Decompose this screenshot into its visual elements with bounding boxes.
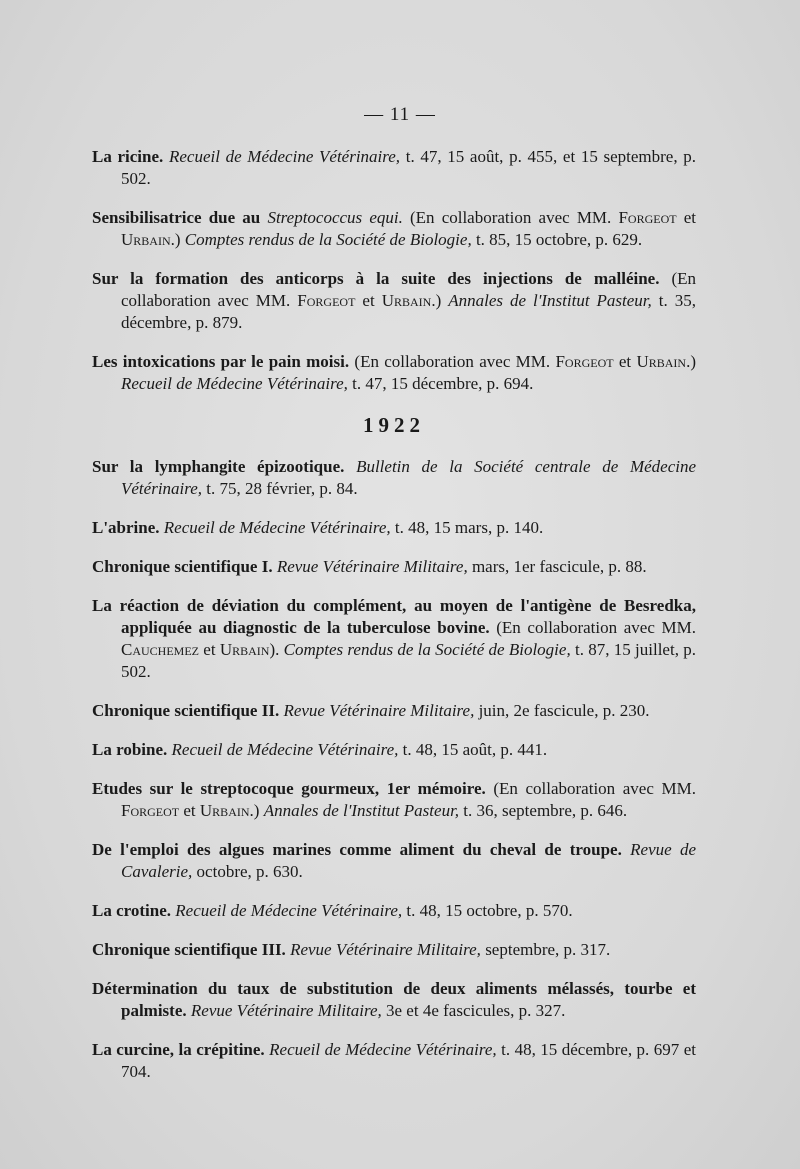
author-name: Forgeot <box>618 208 677 227</box>
bibliography-entry <box>92 978 696 1022</box>
bibliography-entry <box>92 146 696 190</box>
author-name: Urbain <box>381 291 432 310</box>
entry-text: mars, 1er fascicule, p. 88. <box>467 557 647 576</box>
author-name: Urbain <box>219 640 270 659</box>
entry-text: .) <box>431 291 449 310</box>
entry-title: Sur la formation des anticorps à la suite des injections de malléine. <box>92 269 660 288</box>
entry-text: (En collaboration avec MM. <box>121 269 697 310</box>
author-name: Urbain <box>121 230 171 249</box>
entry-text: (En collaboration avec MM. <box>485 779 696 798</box>
entry-text: (En collaboration avec MM. <box>489 618 696 637</box>
entry-title: La crotine. <box>92 901 172 920</box>
entry-title: Les intoxications par le pain moisi. <box>92 352 350 371</box>
journal-name: Recueil de Médecine Vétérinaire, <box>168 147 401 166</box>
entry-title: Chronique scientifique I. <box>92 557 273 576</box>
bibliography-entry <box>92 1039 696 1083</box>
entry-text: et <box>179 801 200 820</box>
author-name: Forgeot <box>297 291 356 310</box>
journal-name: Recueil de Médecine Vétérinaire, <box>269 1040 497 1059</box>
entry-text: t. 48, 15 mars, p. 140. <box>390 518 544 537</box>
entry-title: De l'emploi des algues marines comme aliment du cheval de troupe. <box>92 840 622 859</box>
entry-title: L'abrine. <box>92 518 160 537</box>
bibliography-entry <box>92 700 696 722</box>
entry-title: La robine. <box>92 740 168 759</box>
entry-title: Sur la lymphangite épizootique. <box>92 457 345 476</box>
entry-text: t. 48, 15 octobre, p. 570. <box>402 901 573 920</box>
entry-text: t. 87, 15 juillet, p. 502. <box>121 640 696 681</box>
bibliography-entry <box>92 556 696 578</box>
author-name: Cauchemez <box>121 640 200 659</box>
entry-text: t. 48, 15 août, p. 441. <box>398 740 548 759</box>
entry-text: t. 47, 15 août, p. 455, et 15 septembre, p. 502. <box>121 147 697 188</box>
entry-text: et <box>613 352 637 371</box>
bibliography-entry <box>92 517 696 539</box>
entry-text: t. 47, 15 décembre, p. 694. <box>347 374 534 393</box>
journal-name: Recueil de Médecine Vétérinaire, <box>175 901 403 920</box>
entry-text: (En collaboration avec MM. <box>402 208 619 227</box>
bibliography-entry <box>92 739 696 761</box>
entry-text: .) <box>170 230 185 249</box>
journal-name: Annales de l'Institut Pasteur, <box>448 291 652 310</box>
entry-text: t. 75, 28 février, p. 84. <box>202 479 358 498</box>
journal-name: Recueil de Médecine Vétérinaire, <box>171 740 399 759</box>
journal-name: Comptes rendus de la Société de Biologie, <box>283 640 571 659</box>
entry-text: et <box>676 208 697 227</box>
bibliography-entry <box>92 900 696 922</box>
bibliography-list <box>92 146 696 1100</box>
journal-name: Revue Vétérinaire Militaire, <box>283 701 475 720</box>
entries-1921 <box>92 146 696 395</box>
entry-title: La ricine. <box>92 147 164 166</box>
entry-text: (En collaboration avec MM. <box>349 352 556 371</box>
entries-1922 <box>92 456 696 1083</box>
journal-name: Revue Vétérinaire Militaire, <box>276 557 468 576</box>
entry-title: Etudes sur le streptocoque gourmeux, 1er mémoire. <box>92 779 486 798</box>
bibliography-entry <box>92 207 696 251</box>
author-name: Urbain <box>199 801 250 820</box>
entry-text: .) <box>686 352 696 371</box>
journal-name: Annales de l'Institut Pasteur, <box>263 801 460 820</box>
journal-name: Recueil de Médecine Vétérinaire, <box>163 518 391 537</box>
bibliography-entry <box>92 839 696 883</box>
entry-text <box>622 840 630 859</box>
author-name: Forgeot <box>121 801 180 820</box>
bibliography-entry <box>92 595 696 683</box>
entry-title: Chronique scientifique III. <box>92 940 286 959</box>
entry-text: septembre, p. 317. <box>480 940 611 959</box>
journal-name: Bulletin de la Société centrale de Médecine Vétérinaire, <box>121 457 697 498</box>
journal-name: Recueil de Médecine Vétérinaire, <box>121 374 348 393</box>
entry-text: .) <box>249 801 264 820</box>
entry-text: t. 36, septembre, p. 646. <box>459 801 628 820</box>
bibliography-entry <box>92 778 696 822</box>
year-heading: 1922 <box>363 413 425 437</box>
entry-text: ). <box>269 640 284 659</box>
entry-title: Chronique scientifique II. <box>92 701 280 720</box>
entry-text: t. 85, 15 octobre, p. 629. <box>471 230 643 249</box>
bibliography-entry <box>92 351 696 395</box>
entry-title: La réaction de déviation du complément, au moyen de l'antigène de Besredka, appliquée au diagnostic de la tuberculose bovine. <box>92 596 696 637</box>
page-number: — 11 — <box>364 104 436 125</box>
journal-name: Revue de Cavalerie, <box>121 840 697 881</box>
bibliography-entry <box>92 939 696 961</box>
journal-name: Streptococcus equi. <box>267 208 403 227</box>
author-name: Urbain <box>636 352 687 371</box>
entry-title: Sensibilisatrice due au <box>92 208 261 227</box>
entry-text: et <box>199 640 220 659</box>
entry-text: et <box>355 291 382 310</box>
journal-name: Revue Vétérinaire Militaire, <box>190 1001 382 1020</box>
entry-text: 3e et 4e fascicules, p. 327. <box>381 1001 566 1020</box>
author-name: Forgeot <box>555 352 614 371</box>
entry-title: Détermination du taux de substitution de deux aliments mélassés, tourbe et palmiste. <box>92 979 696 1020</box>
entry-title: La curcine, la crépitine. <box>92 1040 265 1059</box>
entry-text: juin, 2e fascicule, p. 230. <box>474 701 650 720</box>
journal-name: Revue Vétérinaire Militaire, <box>290 940 481 959</box>
bibliography-entry <box>92 268 696 334</box>
entry-text: octobre, p. 630. <box>192 862 303 881</box>
bibliography-entry <box>92 456 696 500</box>
entry-text: t. 35, décembre, p. 879. <box>121 291 697 332</box>
entry-text: t. 48, 15 décembre, p. 697 et 704. <box>121 1040 696 1081</box>
journal-name: Comptes rendus de la Société de Biologie, <box>184 230 472 249</box>
entry-text <box>344 457 356 476</box>
